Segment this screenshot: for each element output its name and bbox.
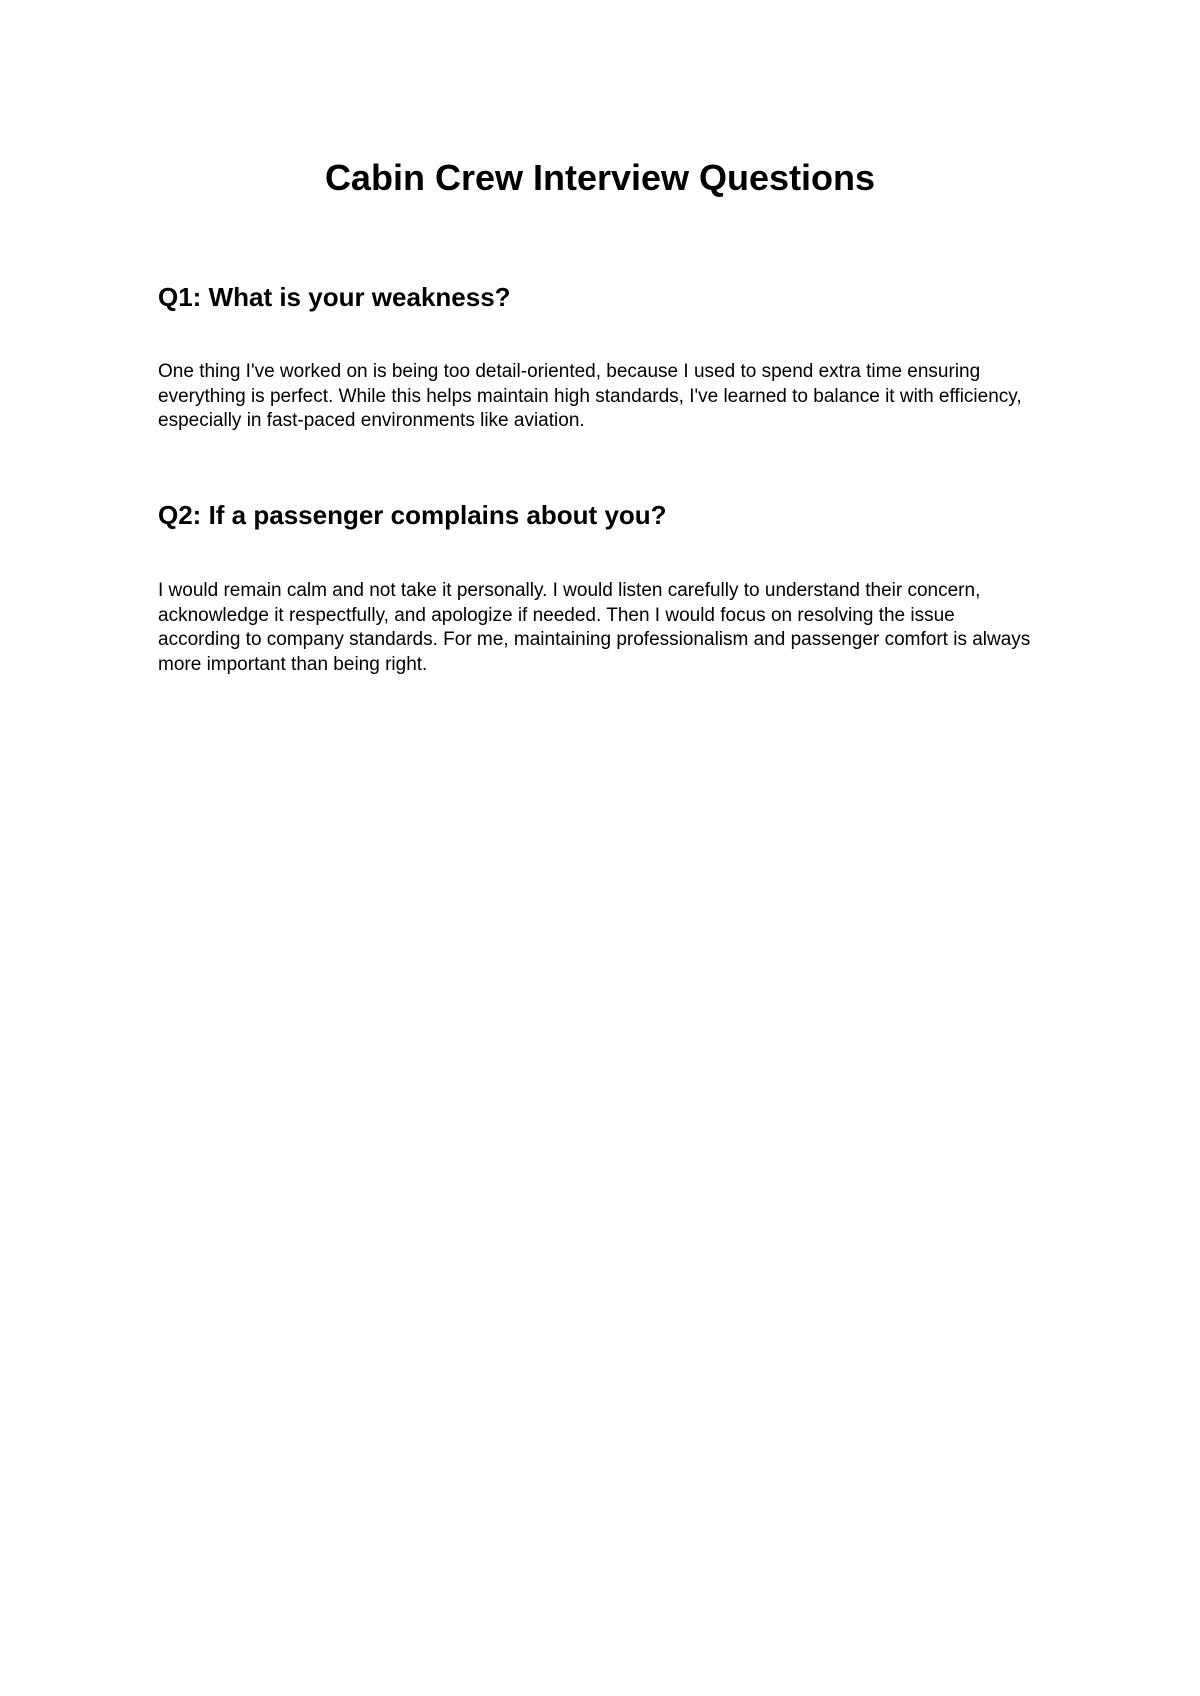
answer-paragraph-1: One thing I've worked on is being too detail-oriented, because I used to spend extra time ensuring everything is perfect. While this helps maintain high standards, I've learned to balance it with efficiency, especially in fast-paced environments like aviation. [158,361,1022,431]
question-heading-1: Q1: What is your weakness? [158,282,511,312]
question-heading-2: Q2: If a passenger complains about you? [158,500,667,530]
document-title: Cabin Crew Interview Questions [324,157,876,198]
answer-paragraph-2: I would remain calm and not take it personally. I would listen carefully to understand their concern, acknowledge it respectfully, and apologize if needed. Then I would focus on resolving the issue according to company standards. For me, maintaining professionalism and passenger comfort is always more important than being right. [158,580,1031,675]
